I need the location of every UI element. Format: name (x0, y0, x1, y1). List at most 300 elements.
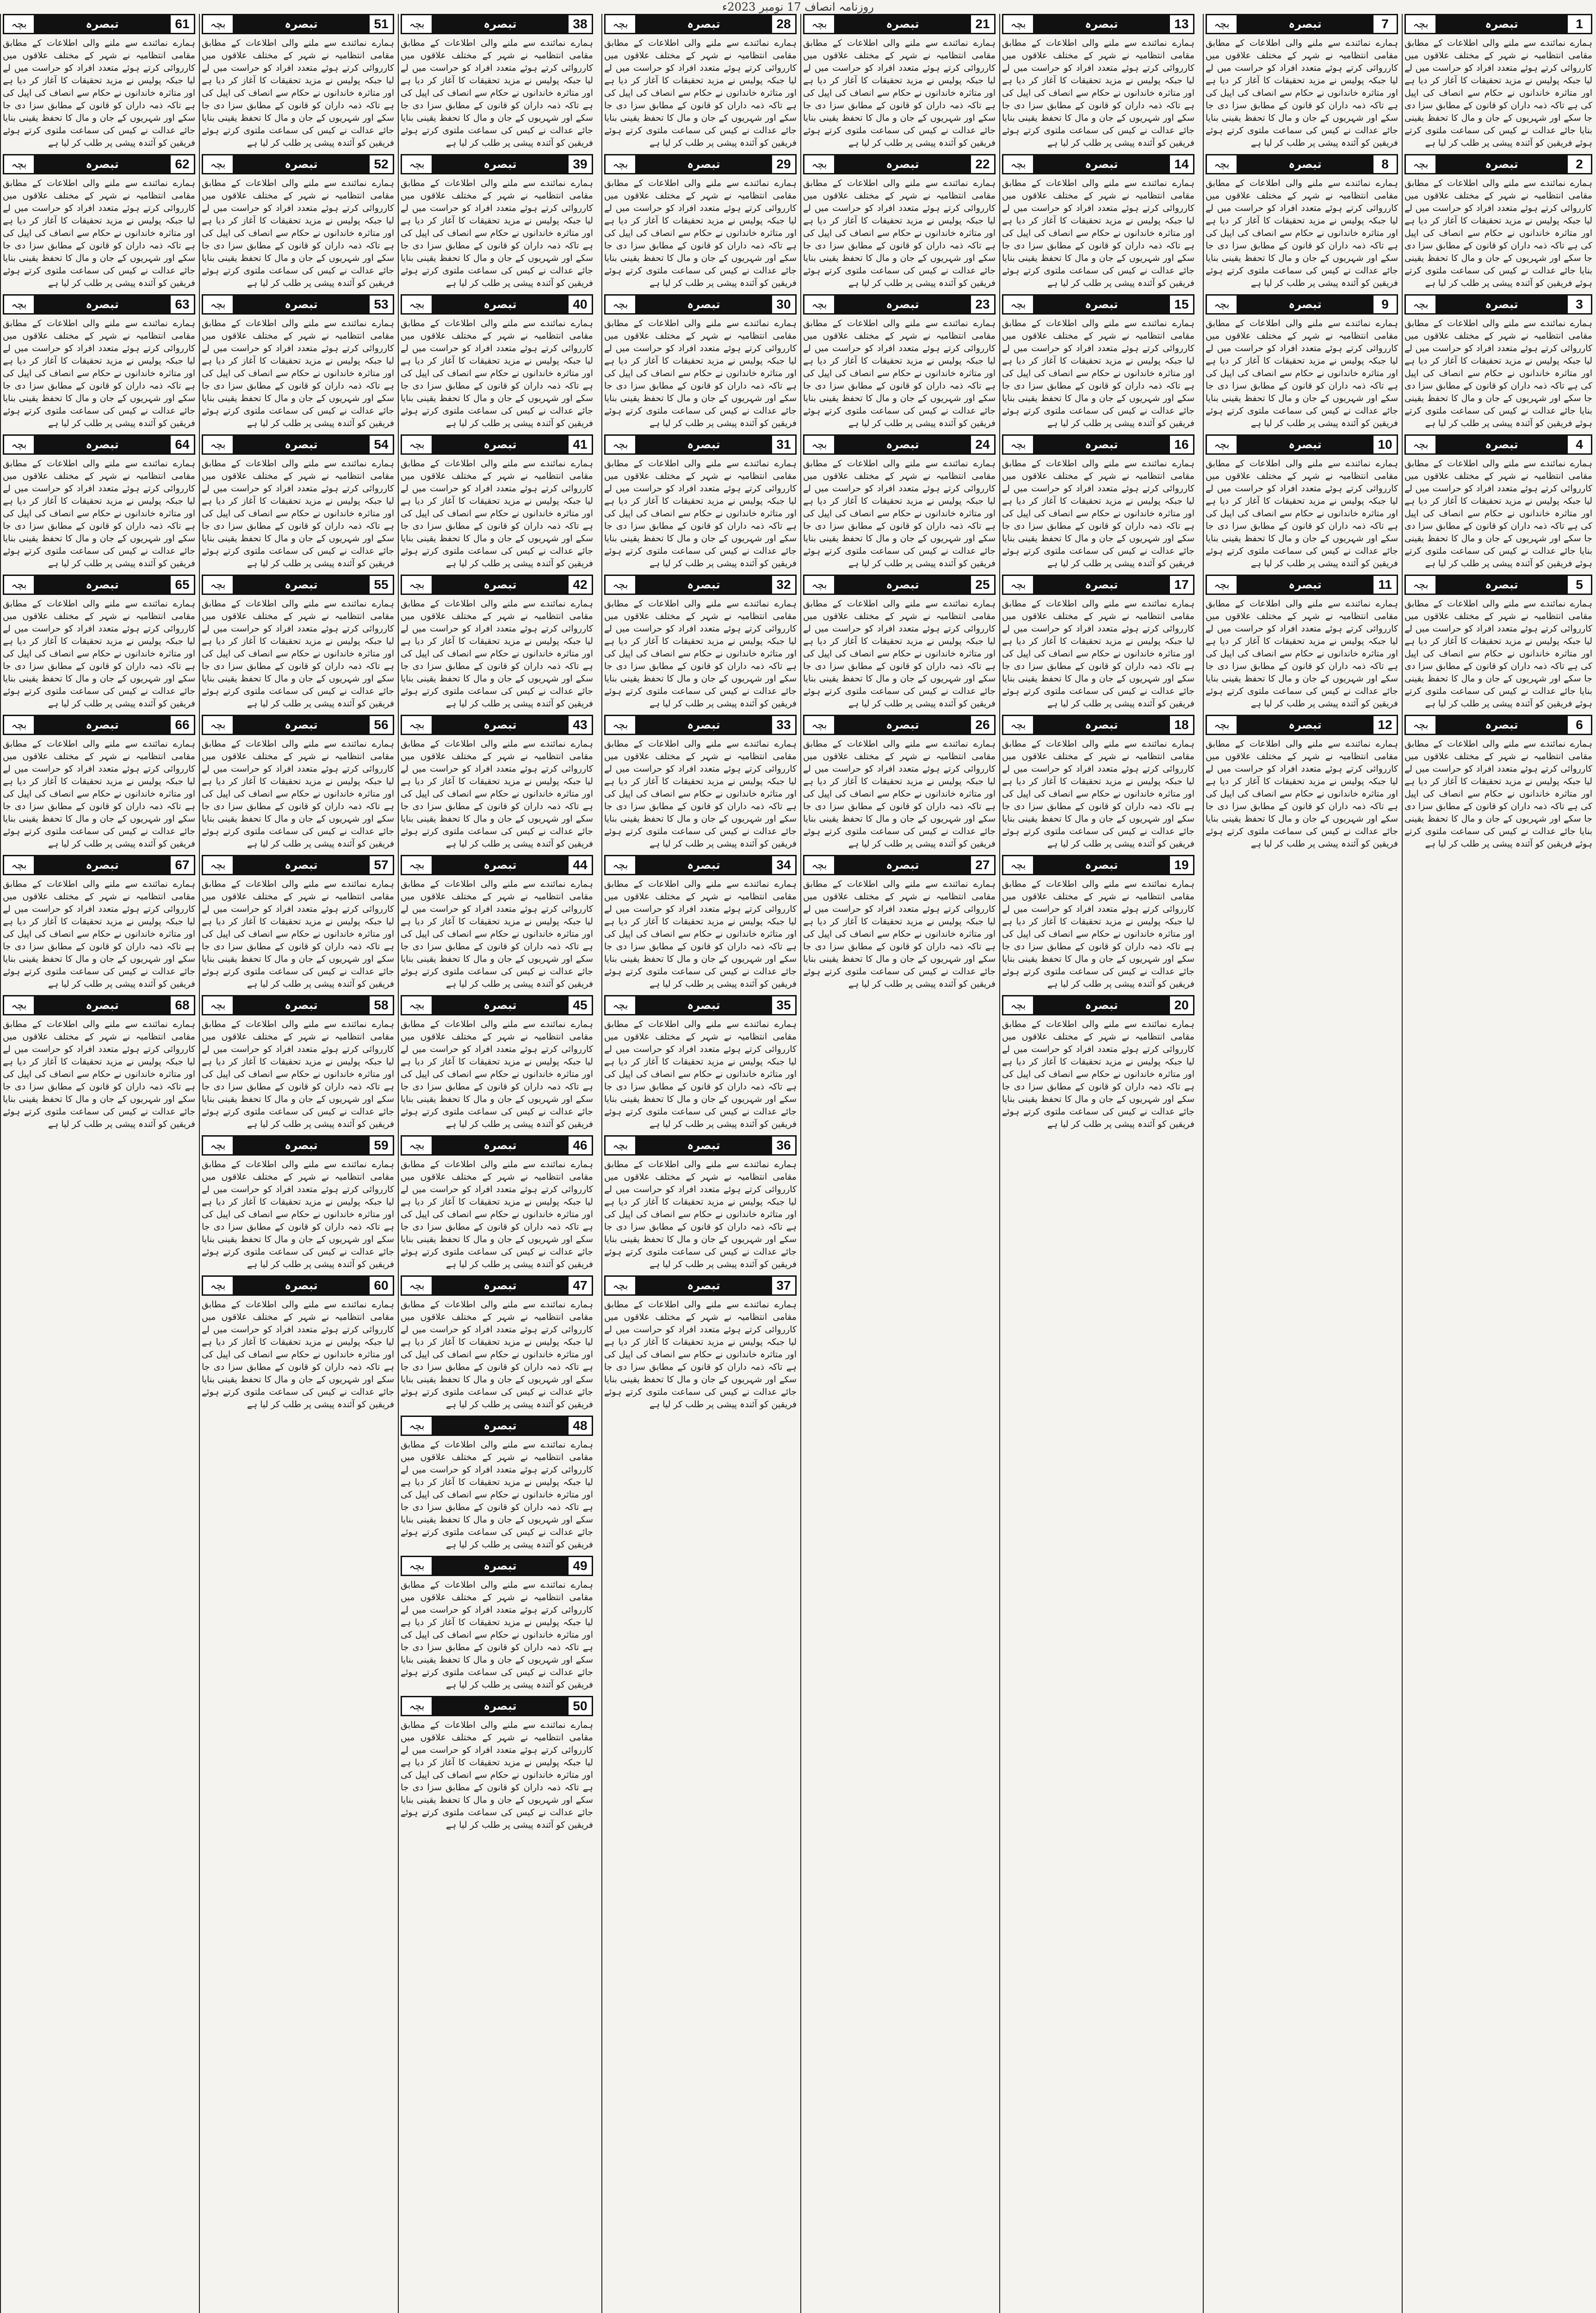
news-column (199, 14, 396, 2313)
news-item-number: 28 (772, 17, 795, 31)
news-item-tag: بچہ (203, 159, 233, 170)
news-item-text: ہمارے نمائندے سے ملنے والی اطلاعات کے مطابق مقامی انتظامیہ نے شہر کے مختلف علاقوں میں کارروائی کرتے ہوئے متعدد افراد کو حراست میں لے لیا جبکہ پولیس نے مزید تحقیقات کا آغاز کر دیا ہے اور متاثرہ خاندانوں نے حکام سے انصاف کی اپیل کی ہے تاکہ ذمہ داران کو قانون کے مطابق سزا دی جا سکے اور شہریوں کے جان و مال کا تحفظ یقینی بنایا جائے عدالت نے کیس کی سماعت ملتوی کرتے ہوئے فریقین کو آئندہ پیشی پر طلب کر لیا ہے (1002, 38, 1194, 148)
news-item-header (803, 434, 996, 455)
news-item-tag: بچہ (4, 579, 34, 591)
news-item-header (202, 14, 394, 34)
news-item-text: ہمارے نمائندے سے ملنے والی اطلاعات کے مطابق مقامی انتظامیہ نے شہر کے مختلف علاقوں میں کارروائی کرتے ہوئے متعدد افراد کو حراست میں لے لیا جبکہ پولیس نے مزید تحقیقات کا آغاز کر دیا ہے اور متاثرہ خاندانوں نے حکام سے انصاف کی اپیل کی ہے تاکہ ذمہ داران کو قانون کے مطابق سزا دی جا سکے اور شہریوں کے جان و مال کا تحفظ یقینی بنایا جائے عدالت نے کیس کی سماعت ملتوی کرتے ہوئے فریقین کو آئندہ پیشی پر طلب کر لیا ہے (202, 38, 394, 148)
news-item-tag: بچہ (1207, 299, 1237, 310)
news-item-number: 66 (171, 717, 194, 732)
news-item-tag: بچہ (1207, 719, 1237, 731)
news-item-header (1404, 14, 1592, 34)
news-item-tag: بچہ (203, 1140, 233, 1151)
news-item (202, 1135, 394, 1271)
news-item-number: 40 (569, 297, 592, 312)
news-item-text: ہمارے نمائندے سے ملنے والی اطلاعات کے مطابق مقامی انتظامیہ نے شہر کے مختلف علاقوں میں کارروائی کرتے ہوئے متعدد افراد کو حراست میں لے لیا جبکہ پولیس نے مزید تحقیقات کا آغاز کر دیا ہے اور متاثرہ خاندانوں نے حکام سے انصاف کی اپیل کی ہے تاکہ ذمہ داران کو قانون کے مطابق سزا دی جا سکے اور شہریوں کے جان و مال کا تحفظ یقینی بنایا جائے عدالت نے کیس کی سماعت ملتوی کرتے ہوئے فریقین کو آئندہ پیشی پر طلب کر لیا ہے (3, 739, 195, 849)
news-item-text: ہمارے نمائندے سے ملنے والی اطلاعات کے مطابق مقامی انتظامیہ نے شہر کے مختلف علاقوں میں کارروائی کرتے ہوئے متعدد افراد کو حراست میں لے لیا جبکہ پولیس نے مزید تحقیقات کا آغاز کر دیا ہے اور متاثرہ خاندانوں نے حکام سے انصاف کی اپیل کی ہے تاکہ ذمہ داران کو قانون کے مطابق سزا دی جا سکے اور شہریوں کے جان و مال کا تحفظ یقینی بنایا جائے عدالت نے کیس کی سماعت ملتوی کرتے ہوئے فریقین کو آئندہ پیشی پر طلب کر لیا ہے (803, 739, 996, 849)
news-item-label: تبصرہ (635, 996, 772, 1014)
news-item-tag: بچہ (1003, 579, 1033, 591)
news-item-number: 31 (772, 437, 795, 452)
news-item-tag: بچہ (606, 19, 635, 30)
news-item-label: تبصرہ (34, 716, 171, 734)
news-item-tag: بچہ (402, 1000, 432, 1011)
news-item-label: تبصرہ (834, 576, 971, 594)
news-item-number: 57 (370, 858, 393, 872)
news-item-text: ہمارے نمائندے سے ملنے والی اطلاعات کے مطابق مقامی انتظامیہ نے شہر کے مختلف علاقوں میں کارروائی کرتے ہوئے متعدد افراد کو حراست میں لے لیا جبکہ پولیس نے مزید تحقیقات کا آغاز کر دیا ہے اور متاثرہ خاندانوں نے حکام سے انصاف کی اپیل کی ہے تاکہ ذمہ داران کو قانون کے مطابق سزا دی جا سکے اور شہریوں کے جان و مال کا تحفظ یقینی بنایا جائے عدالت نے کیس کی سماعت ملتوی کرتے ہوئے فریقین کو آئندہ پیشی پر طلب کر لیا ہے (401, 38, 593, 148)
news-item-label: تبصرہ (1033, 716, 1170, 734)
news-item-tag: بچہ (1003, 19, 1033, 30)
news-item-header (1002, 575, 1194, 595)
news-item-tag: بچہ (1003, 159, 1033, 170)
news-item-header (3, 154, 195, 174)
news-item (604, 154, 797, 290)
news-item-header (401, 434, 593, 455)
news-item-tag: بچہ (1207, 159, 1237, 170)
news-item-header (401, 1275, 593, 1296)
news-item-text: ہمارے نمائندے سے ملنے والی اطلاعات کے مطابق مقامی انتظامیہ نے شہر کے مختلف علاقوں میں کارروائی کرتے ہوئے متعدد افراد کو حراست میں لے لیا جبکہ پولیس نے مزید تحقیقات کا آغاز کر دیا ہے اور متاثرہ خاندانوں نے حکام سے انصاف کی اپیل کی ہے تاکہ ذمہ داران کو قانون کے مطابق سزا دی جا سکے اور شہریوں کے جان و مال کا تحفظ یقینی بنایا جائے عدالت نے کیس کی سماعت ملتوی کرتے ہوئے فریقین کو آئندہ پیشی پر طلب کر لیا ہے (803, 458, 996, 569)
news-item-tag: بچہ (1003, 1000, 1033, 1011)
news-item (3, 294, 195, 430)
news-item-header (1404, 715, 1592, 735)
news-item-text: ہمارے نمائندے سے ملنے والی اطلاعات کے مطابق مقامی انتظامیہ نے شہر کے مختلف علاقوں میں کارروائی کرتے ہوئے متعدد افراد کو حراست میں لے لیا جبکہ پولیس نے مزید تحقیقات کا آغاز کر دیا ہے اور متاثرہ خاندانوں نے حکام سے انصاف کی اپیل کی ہے تاکہ ذمہ داران کو قانون کے مطابق سزا دی جا سکے اور شہریوں کے جان و مال کا تحفظ یقینی بنایا جائے عدالت نے کیس کی سماعت ملتوی کرتے ہوئے فریقین کو آئندہ پیشی پر طلب کر لیا ہے (401, 458, 593, 569)
news-item-label: تبصرہ (1435, 436, 1568, 453)
news-item-text: ہمارے نمائندے سے ملنے والی اطلاعات کے مطابق مقامی انتظامیہ نے شہر کے مختلف علاقوں میں کارروائی کرتے ہوئے متعدد افراد کو حراست میں لے لیا جبکہ پولیس نے مزید تحقیقات کا آغاز کر دیا ہے اور متاثرہ خاندانوں نے حکام سے انصاف کی اپیل کی ہے تاکہ ذمہ داران کو قانون کے مطابق سزا دی جا سکے اور شہریوں کے جان و مال کا تحفظ یقینی بنایا جائے عدالت نے کیس کی سماعت ملتوی کرتے ہوئے فریقین کو آئندہ پیشی پر طلب کر لیا ہے (604, 458, 797, 569)
news-item (803, 154, 996, 290)
news-item-label: تبصرہ (432, 155, 569, 173)
news-item-text: ہمارے نمائندے سے ملنے والی اطلاعات کے مطابق مقامی انتظامیہ نے شہر کے مختلف علاقوں میں کارروائی کرتے ہوئے متعدد افراد کو حراست میں لے لیا جبکہ پولیس نے مزید تحقیقات کا آغاز کر دیا ہے اور متاثرہ خاندانوں نے حکام سے انصاف کی اپیل کی ہے تاکہ ذمہ داران کو قانون کے مطابق سزا دی جا سکے اور شہریوں کے جان و مال کا تحفظ یقینی بنایا جائے عدالت نے کیس کی سماعت ملتوی کرتے ہوئے فریقین کو آئندہ پیشی پر طلب کر لیا ہے (1404, 178, 1592, 288)
news-item-text: ہمارے نمائندے سے ملنے والی اطلاعات کے مطابق مقامی انتظامیہ نے شہر کے مختلف علاقوں میں کارروائی کرتے ہوئے متعدد افراد کو حراست میں لے لیا جبکہ پولیس نے مزید تحقیقات کا آغاز کر دیا ہے اور متاثرہ خاندانوں نے حکام سے انصاف کی اپیل کی ہے تاکہ ذمہ داران کو قانون کے مطابق سزا دی جا سکے اور شہریوں کے جان و مال کا تحفظ یقینی بنایا جائے عدالت نے کیس کی سماعت ملتوی کرتے ہوئے فریقین کو آئندہ پیشی پر طلب کر لیا ہے (1002, 739, 1194, 849)
news-item-tag: بچہ (203, 439, 233, 451)
news-item-text: ہمارے نمائندے سے ملنے والی اطلاعات کے مطابق مقامی انتظامیہ نے شہر کے مختلف علاقوں میں کارروائی کرتے ہوئے متعدد افراد کو حراست میں لے لیا جبکہ پولیس نے مزید تحقیقات کا آغاز کر دیا ہے اور متاثرہ خاندانوں نے حکام سے انصاف کی اپیل کی ہے تاکہ ذمہ داران کو قانون کے مطابق سزا دی جا سکے اور شہریوں کے جان و مال کا تحفظ یقینی بنایا جائے عدالت نے کیس کی سماعت ملتوی کرتے ہوئے فریقین کو آئندہ پیشی پر طلب کر لیا ہے (803, 879, 996, 989)
news-item-header (3, 855, 195, 875)
news-item-tag: بچہ (203, 579, 233, 591)
news-column (999, 14, 1196, 2313)
news-item-tag: بچہ (1207, 19, 1237, 30)
news-item-header (1002, 154, 1194, 174)
news-columns (0, 14, 1596, 2313)
news-item-number: 23 (971, 297, 994, 312)
news-item-number: 48 (569, 1418, 592, 1433)
news-item-number: 14 (1170, 157, 1193, 172)
news-item-number: 2 (1568, 157, 1591, 172)
news-item-number: 18 (1170, 717, 1193, 732)
news-item-text: ہمارے نمائندے سے ملنے والی اطلاعات کے مطابق مقامی انتظامیہ نے شہر کے مختلف علاقوں میں کارروائی کرتے ہوئے متعدد افراد کو حراست میں لے لیا جبکہ پولیس نے مزید تحقیقات کا آغاز کر دیا ہے اور متاثرہ خاندانوں نے حکام سے انصاف کی اپیل کی ہے تاکہ ذمہ داران کو قانون کے مطابق سزا دی جا سکے اور شہریوں کے جان و مال کا تحفظ یقینی بنایا جائے عدالت نے کیس کی سماعت ملتوی کرتے ہوئے فریقین کو آئندہ پیشی پر طلب کر لیا ہے (1002, 879, 1194, 989)
news-item-text: ہمارے نمائندے سے ملنے والی اطلاعات کے مطابق مقامی انتظامیہ نے شہر کے مختلف علاقوں میں کارروائی کرتے ہوئے متعدد افراد کو حراست میں لے لیا جبکہ پولیس نے مزید تحقیقات کا آغاز کر دیا ہے اور متاثرہ خاندانوں نے حکام سے انصاف کی اپیل کی ہے تاکہ ذمہ داران کو قانون کے مطابق سزا دی جا سکے اور شہریوں کے جان و مال کا تحفظ یقینی بنایا جائے عدالت نے کیس کی سماعت ملتوی کرتے ہوئے فریقین کو آئندہ پیشی پر طلب کر لیا ہے (202, 879, 394, 989)
news-item-header (604, 1135, 797, 1156)
news-item (1206, 434, 1398, 570)
news-item-text: ہمارے نمائندے سے ملنے والی اطلاعات کے مطابق مقامی انتظامیہ نے شہر کے مختلف علاقوں میں کارروائی کرتے ہوئے متعدد افراد کو حراست میں لے لیا جبکہ پولیس نے مزید تحقیقات کا آغاز کر دیا ہے اور متاثرہ خاندانوں نے حکام سے انصاف کی اپیل کی ہے تاکہ ذمہ داران کو قانون کے مطابق سزا دی جا سکے اور شہریوں کے جان و مال کا تحفظ یقینی بنایا جائے عدالت نے کیس کی سماعت ملتوی کرتے ہوئے فریقین کو آئندہ پیشی پر طلب کر لیا ہے (3, 458, 195, 569)
news-item-label: تبصرہ (432, 1137, 569, 1154)
news-item-tag: بچہ (804, 19, 834, 30)
news-item-header (803, 715, 996, 735)
page-date-header: روزنامہ انصاف 17 نومبر 2023ء (722, 0, 874, 13)
news-item-label: تبصرہ (432, 1277, 569, 1294)
news-item-tag: بچہ (606, 1000, 635, 1011)
news-item-number: 68 (171, 998, 194, 1013)
news-item-header (1404, 294, 1592, 315)
news-item-tag: بچہ (606, 719, 635, 731)
news-item (202, 434, 394, 570)
news-item-number: 52 (370, 157, 393, 172)
news-item (401, 294, 593, 430)
news-item (604, 1135, 797, 1271)
news-item-label: تبصرہ (834, 296, 971, 313)
news-item-number: 34 (772, 858, 795, 872)
news-item-text: ہمارے نمائندے سے ملنے والی اطلاعات کے مطابق مقامی انتظامیہ نے شہر کے مختلف علاقوں میں کارروائی کرتے ہوئے متعدد افراد کو حراست میں لے لیا جبکہ پولیس نے مزید تحقیقات کا آغاز کر دیا ہے اور متاثرہ خاندانوں نے حکام سے انصاف کی اپیل کی ہے تاکہ ذمہ داران کو قانون کے مطابق سزا دی جا سکے اور شہریوں کے جان و مال کا تحفظ یقینی بنایا جائے عدالت نے کیس کی سماعت ملتوی کرتے ہوئے فریقین کو آئندہ پیشی پر طلب کر لیا ہے (1206, 38, 1398, 148)
news-item (803, 14, 996, 149)
news-item-text: ہمارے نمائندے سے ملنے والی اطلاعات کے مطابق مقامی انتظامیہ نے شہر کے مختلف علاقوں میں کارروائی کرتے ہوئے متعدد افراد کو حراست میں لے لیا جبکہ پولیس نے مزید تحقیقات کا آغاز کر دیا ہے اور متاثرہ خاندانوں نے حکام سے انصاف کی اپیل کی ہے تاکہ ذمہ داران کو قانون کے مطابق سزا دی جا سکے اور شہریوں کے جان و مال کا تحفظ یقینی بنایا جائے عدالت نے کیس کی سماعت ملتوی کرتے ہوئے فریقین کو آئندہ پیشی پر طلب کر لیا ہے (1002, 178, 1194, 288)
news-item-label: تبصرہ (1033, 436, 1170, 453)
news-item-number: 12 (1373, 717, 1397, 732)
news-item-header (803, 14, 996, 34)
news-item-label: تبصرہ (635, 436, 772, 453)
news-item-number: 30 (772, 297, 795, 312)
news-item-label: تبصرہ (635, 155, 772, 173)
news-item-label: تبصرہ (34, 856, 171, 874)
news-item-tag: بچہ (804, 579, 834, 591)
news-item (401, 1135, 593, 1271)
news-item-header (803, 154, 996, 174)
news-item-header (401, 1696, 593, 1716)
news-item-number: 32 (772, 577, 795, 592)
news-item-number: 61 (171, 17, 194, 31)
news-item-tag: بچہ (402, 860, 432, 871)
news-item-text: ہمارے نمائندے سے ملنے والی اطلاعات کے مطابق مقامی انتظامیہ نے شہر کے مختلف علاقوں میں کارروائی کرتے ہوئے متعدد افراد کو حراست میں لے لیا جبکہ پولیس نے مزید تحقیقات کا آغاز کر دیا ہے اور متاثرہ خاندانوں نے حکام سے انصاف کی اپیل کی ہے تاکہ ذمہ داران کو قانون کے مطابق سزا دی جا سکے اور شہریوں کے جان و مال کا تحفظ یقینی بنایا جائے عدالت نے کیس کی سماعت ملتوی کرتے ہوئے فریقین کو آئندہ پیشی پر طلب کر لیا ہے (3, 1019, 195, 1129)
news-item (604, 715, 797, 850)
news-item-header (202, 715, 394, 735)
news-item-header (803, 294, 996, 315)
news-item-header (1002, 855, 1194, 875)
news-item-header (3, 995, 195, 1015)
news-item-text: ہمارے نمائندے سے ملنے والی اطلاعات کے مطابق مقامی انتظامیہ نے شہر کے مختلف علاقوں میں کارروائی کرتے ہوئے متعدد افراد کو حراست میں لے لیا جبکہ پولیس نے مزید تحقیقات کا آغاز کر دیا ہے اور متاثرہ خاندانوں نے حکام سے انصاف کی اپیل کی ہے تاکہ ذمہ داران کو قانون کے مطابق سزا دی جا سکے اور شہریوں کے جان و مال کا تحفظ یقینی بنایا جائے عدالت نے کیس کی سماعت ملتوی کرتے ہوئے فریقین کو آئندہ پیشی پر طلب کر لیا ہے (401, 599, 593, 709)
news-item-header (604, 715, 797, 735)
news-item-header (803, 575, 996, 595)
news-item-text: ہمارے نمائندے سے ملنے والی اطلاعات کے مطابق مقامی انتظامیہ نے شہر کے مختلف علاقوں میں کارروائی کرتے ہوئے متعدد افراد کو حراست میں لے لیا جبکہ پولیس نے مزید تحقیقات کا آغاز کر دیا ہے اور متاثرہ خاندانوں نے حکام سے انصاف کی اپیل کی ہے تاکہ ذمہ داران کو قانون کے مطابق سزا دی جا سکے اور شہریوں کے جان و مال کا تحفظ یقینی بنایا جائے عدالت نے کیس کی سماعت ملتوی کرتے ہوئے فریقین کو آئندہ پیشی پر طلب کر لیا ہے (401, 1580, 593, 1690)
news-item (3, 154, 195, 290)
news-item-header (1404, 154, 1592, 174)
news-column (1203, 14, 1400, 2313)
news-column (1402, 14, 1594, 2313)
news-item (401, 855, 593, 990)
news-item (401, 14, 593, 149)
news-item-number: 4 (1568, 437, 1591, 452)
news-item-number: 59 (370, 1138, 393, 1153)
news-item-label: تبصرہ (635, 296, 772, 313)
news-item-tag: بچہ (402, 19, 432, 30)
news-item-header (401, 154, 593, 174)
news-item-text: ہمارے نمائندے سے ملنے والی اطلاعات کے مطابق مقامی انتظامیہ نے شہر کے مختلف علاقوں میں کارروائی کرتے ہوئے متعدد افراد کو حراست میں لے لیا جبکہ پولیس نے مزید تحقیقات کا آغاز کر دیا ہے اور متاثرہ خاندانوں نے حکام سے انصاف کی اپیل کی ہے تاکہ ذمہ داران کو قانون کے مطابق سزا دی جا سکے اور شہریوں کے جان و مال کا تحفظ یقینی بنایا جائے عدالت نے کیس کی سماعت ملتوی کرتے ہوئے فریقین کو آئندہ پیشی پر طلب کر لیا ہے (401, 318, 593, 428)
news-item-tag: بچہ (402, 1280, 432, 1292)
news-item (401, 995, 593, 1131)
news-item-tag: بچہ (1003, 439, 1033, 451)
news-item-tag: بچہ (606, 1140, 635, 1151)
news-item-label: تبصرہ (233, 15, 370, 33)
news-item (1206, 294, 1398, 430)
news-item-number: 55 (370, 577, 393, 592)
news-item-number: 65 (171, 577, 194, 592)
news-item-label: تبصرہ (834, 15, 971, 33)
news-item-header (202, 995, 394, 1015)
news-item-label: تبصرہ (1033, 296, 1170, 313)
news-item-tag: بچہ (1003, 860, 1033, 871)
news-item-number: 64 (171, 437, 194, 452)
news-column (800, 14, 997, 2313)
news-item-header (3, 575, 195, 595)
news-item-tag: بچہ (1406, 19, 1435, 30)
news-item (604, 294, 797, 430)
news-item-tag: بچہ (1003, 719, 1033, 731)
news-item-header (202, 855, 394, 875)
news-item-header (604, 294, 797, 315)
news-item-header (604, 154, 797, 174)
news-item (803, 575, 996, 710)
news-item-label: تبصرہ (233, 1277, 370, 1294)
news-item-tag: بچہ (402, 439, 432, 451)
news-item-text: ہمارے نمائندے سے ملنے والی اطلاعات کے مطابق مقامی انتظامیہ نے شہر کے مختلف علاقوں میں کارروائی کرتے ہوئے متعدد افراد کو حراست میں لے لیا جبکہ پولیس نے مزید تحقیقات کا آغاز کر دیا ہے اور متاثرہ خاندانوں نے حکام سے انصاف کی اپیل کی ہے تاکہ ذمہ داران کو قانون کے مطابق سزا دی جا سکے اور شہریوں کے جان و مال کا تحفظ یقینی بنایا جائے عدالت نے کیس کی سماعت ملتوی کرتے ہوئے فریقین کو آئندہ پیشی پر طلب کر لیا ہے (1002, 1019, 1194, 1129)
news-item-label: تبصرہ (233, 296, 370, 313)
news-item (401, 154, 593, 290)
news-item-text: ہمارے نمائندے سے ملنے والی اطلاعات کے مطابق مقامی انتظامیہ نے شہر کے مختلف علاقوں میں کارروائی کرتے ہوئے متعدد افراد کو حراست میں لے لیا جبکہ پولیس نے مزید تحقیقات کا آغاز کر دیا ہے اور متاثرہ خاندانوں نے حکام سے انصاف کی اپیل کی ہے تاکہ ذمہ داران کو قانون کے مطابق سزا دی جا سکے اور شہریوں کے جان و مال کا تحفظ یقینی بنایا جائے عدالت نے کیس کی سماعت ملتوی کرتے ہوئے فریقین کو آئندہ پیشی پر طلب کر لیا ہے (604, 38, 797, 148)
news-item-label: تبصرہ (233, 856, 370, 874)
news-item-text: ہمارے نمائندے سے ملنے والی اطلاعات کے مطابق مقامی انتظامیہ نے شہر کے مختلف علاقوں میں کارروائی کرتے ہوئے متعدد افراد کو حراست میں لے لیا جبکہ پولیس نے مزید تحقیقات کا آغاز کر دیا ہے اور متاثرہ خاندانوں نے حکام سے انصاف کی اپیل کی ہے تاکہ ذمہ داران کو قانون کے مطابق سزا دی جا سکے اور شہریوں کے جان و مال کا تحفظ یقینی بنایا جائے عدالت نے کیس کی سماعت ملتوی کرتے ہوئے فریقین کو آئندہ پیشی پر طلب کر لیا ہے (3, 879, 195, 989)
news-item (1002, 715, 1194, 850)
news-item (803, 715, 996, 850)
news-item (1002, 855, 1194, 990)
news-item-number: 53 (370, 297, 393, 312)
news-item-tag: بچہ (1207, 439, 1237, 451)
news-item-tag: بچہ (804, 439, 834, 451)
news-item (401, 1556, 593, 1691)
news-item-header (604, 434, 797, 455)
news-item-number: 15 (1170, 297, 1193, 312)
news-item-number: 22 (971, 157, 994, 172)
news-item-label: تبصرہ (834, 155, 971, 173)
news-item-label: تبصرہ (34, 576, 171, 594)
news-item-label: تبصرہ (233, 1137, 370, 1154)
news-item-header (1206, 154, 1398, 174)
news-item-text: ہمارے نمائندے سے ملنے والی اطلاعات کے مطابق مقامی انتظامیہ نے شہر کے مختلف علاقوں میں کارروائی کرتے ہوئے متعدد افراد کو حراست میں لے لیا جبکہ پولیس نے مزید تحقیقات کا آغاز کر دیا ہے اور متاثرہ خاندانوں نے حکام سے انصاف کی اپیل کی ہے تاکہ ذمہ داران کو قانون کے مطابق سزا دی جا سکے اور شہریوں کے جان و مال کا تحفظ یقینی بنایا جائے عدالت نے کیس کی سماعت ملتوی کرتے ہوئے فریقین کو آئندہ پیشی پر طلب کر لیا ہے (803, 178, 996, 288)
news-item-header (1002, 434, 1194, 455)
news-item-text: ہمارے نمائندے سے ملنے والی اطلاعات کے مطابق مقامی انتظامیہ نے شہر کے مختلف علاقوں میں کارروائی کرتے ہوئے متعدد افراد کو حراست میں لے لیا جبکہ پولیس نے مزید تحقیقات کا آغاز کر دیا ہے اور متاثرہ خاندانوں نے حکام سے انصاف کی اپیل کی ہے تاکہ ذمہ داران کو قانون کے مطابق سزا دی جا سکے اور شہریوں کے جان و مال کا تحفظ یقینی بنایا جائے عدالت نے کیس کی سماعت ملتوی کرتے ہوئے فریقین کو آئندہ پیشی پر طلب کر لیا ہے (3, 318, 195, 428)
news-item (604, 14, 797, 149)
news-item-number: 29 (772, 157, 795, 172)
news-item-text: ہمارے نمائندے سے ملنے والی اطلاعات کے مطابق مقامی انتظامیہ نے شہر کے مختلف علاقوں میں کارروائی کرتے ہوئے متعدد افراد کو حراست میں لے لیا جبکہ پولیس نے مزید تحقیقات کا آغاز کر دیا ہے اور متاثرہ خاندانوں نے حکام سے انصاف کی اپیل کی ہے تاکہ ذمہ داران کو قانون کے مطابق سزا دی جا سکے اور شہریوں کے جان و مال کا تحفظ یقینی بنایا جائے عدالت نے کیس کی سماعت ملتوی کرتے ہوئے فریقین کو آئندہ پیشی پر طلب کر لیا ہے (401, 1440, 593, 1550)
news-item-number: 63 (171, 297, 194, 312)
news-item-text: ہمارے نمائندے سے ملنے والی اطلاعات کے مطابق مقامی انتظامیہ نے شہر کے مختلف علاقوں میں کارروائی کرتے ہوئے متعدد افراد کو حراست میں لے لیا جبکہ پولیس نے مزید تحقیقات کا آغاز کر دیا ہے اور متاثرہ خاندانوں نے حکام سے انصاف کی اپیل کی ہے تاکہ ذمہ داران کو قانون کے مطابق سزا دی جا سکے اور شہریوں کے جان و مال کا تحفظ یقینی بنایا جائے عدالت نے کیس کی سماعت ملتوی کرتے ہوئے فریقین کو آئندہ پیشی پر طلب کر لیا ہے (1404, 38, 1592, 148)
news-item-header (604, 855, 797, 875)
news-item-header (401, 575, 593, 595)
news-item-header (3, 294, 195, 315)
news-item-label: تبصرہ (432, 1697, 569, 1715)
news-item-number: 37 (772, 1278, 795, 1293)
news-item-label: تبصرہ (1435, 15, 1568, 33)
news-item-text: ہمارے نمائندے سے ملنے والی اطلاعات کے مطابق مقامی انتظامیہ نے شہر کے مختلف علاقوں میں کارروائی کرتے ہوئے متعدد افراد کو حراست میں لے لیا جبکہ پولیس نے مزید تحقیقات کا آغاز کر دیا ہے اور متاثرہ خاندانوں نے حکام سے انصاف کی اپیل کی ہے تاکہ ذمہ داران کو قانون کے مطابق سزا دی جا سکے اور شہریوں کے جان و مال کا تحفظ یقینی بنایا جائے عدالت نے کیس کی سماعت ملتوی کرتے ہوئے فریقین کو آئندہ پیشی پر طلب کر لیا ہے (1206, 739, 1398, 849)
news-item-header (202, 1135, 394, 1156)
news-item-header (401, 1556, 593, 1576)
news-item-header (401, 715, 593, 735)
news-item-header (1404, 575, 1592, 595)
news-item (202, 855, 394, 990)
news-column (398, 14, 595, 2313)
news-item-header (604, 995, 797, 1015)
news-item (401, 715, 593, 850)
news-item-number: 9 (1373, 297, 1397, 312)
news-item-header (202, 294, 394, 315)
news-item-header (1002, 715, 1194, 735)
news-item-text: ہمارے نمائندے سے ملنے والی اطلاعات کے مطابق مقامی انتظامیہ نے شہر کے مختلف علاقوں میں کارروائی کرتے ہوئے متعدد افراد کو حراست میں لے لیا جبکہ پولیس نے مزید تحقیقات کا آغاز کر دیا ہے اور متاثرہ خاندانوں نے حکام سے انصاف کی اپیل کی ہے تاکہ ذمہ داران کو قانون کے مطابق سزا دی جا سکے اور شہریوں کے جان و مال کا تحفظ یقینی بنایا جائے عدالت نے کیس کی سماعت ملتوی کرتے ہوئے فریقین کو آئندہ پیشی پر طلب کر لیا ہے (604, 318, 797, 428)
news-item-header (1206, 14, 1398, 34)
news-item-text: ہمارے نمائندے سے ملنے والی اطلاعات کے مطابق مقامی انتظامیہ نے شہر کے مختلف علاقوں میں کارروائی کرتے ہوئے متعدد افراد کو حراست میں لے لیا جبکہ پولیس نے مزید تحقیقات کا آغاز کر دیا ہے اور متاثرہ خاندانوں نے حکام سے انصاف کی اپیل کی ہے تاکہ ذمہ داران کو قانون کے مطابق سزا دی جا سکے اور شہریوں کے جان و مال کا تحفظ یقینی بنایا جائے عدالت نے کیس کی سماعت ملتوی کرتے ہوئے فریقین کو آئندہ پیشی پر طلب کر لیا ہے (202, 318, 394, 428)
news-item (202, 575, 394, 710)
news-item-header (401, 294, 593, 315)
news-item-label: تبصرہ (1237, 296, 1373, 313)
news-item (1206, 154, 1398, 290)
news-item-tag: بچہ (203, 1280, 233, 1292)
news-item-header (604, 1275, 797, 1296)
news-item-header (401, 1416, 593, 1436)
news-item-label: تبصرہ (432, 996, 569, 1014)
news-item-number: 17 (1170, 577, 1193, 592)
news-item-text: ہمارے نمائندے سے ملنے والی اطلاعات کے مطابق مقامی انتظامیہ نے شہر کے مختلف علاقوں میں کارروائی کرتے ہوئے متعدد افراد کو حراست میں لے لیا جبکہ پولیس نے مزید تحقیقات کا آغاز کر دیا ہے اور متاثرہ خاندانوں نے حکام سے انصاف کی اپیل کی ہے تاکہ ذمہ داران کو قانون کے مطابق سزا دی جا سکے اور شہریوں کے جان و مال کا تحفظ یقینی بنایا جائے عدالت نے کیس کی سماعت ملتوی کرتے ہوئے فریقین کو آئندہ پیشی پر طلب کر لیا ہے (3, 599, 195, 709)
news-item-header (1404, 434, 1592, 455)
news-item-tag: بچہ (402, 1701, 432, 1712)
news-item-label: تبصرہ (34, 296, 171, 313)
news-item (1404, 154, 1592, 290)
news-item-label: تبصرہ (1435, 576, 1568, 594)
news-item (202, 995, 394, 1131)
news-item (202, 14, 394, 149)
news-item-number: 50 (569, 1699, 592, 1713)
news-item (1002, 434, 1194, 570)
news-item-tag: بچہ (203, 1000, 233, 1011)
news-item-label: تبصرہ (432, 576, 569, 594)
news-item (803, 434, 996, 570)
news-item-header (401, 1135, 593, 1156)
news-item-text: ہمارے نمائندے سے ملنے والی اطلاعات کے مطابق مقامی انتظامیہ نے شہر کے مختلف علاقوں میں کارروائی کرتے ہوئے متعدد افراد کو حراست میں لے لیا جبکہ پولیس نے مزید تحقیقات کا آغاز کر دیا ہے اور متاثرہ خاندانوں نے حکام سے انصاف کی اپیل کی ہے تاکہ ذمہ داران کو قانون کے مطابق سزا دی جا سکے اور شہریوں کے جان و مال کا تحفظ یقینی بنایا جائے عدالت نے کیس کی سماعت ملتوی کرتے ہوئے فریقین کو آئندہ پیشی پر طلب کر لیا ہے (803, 318, 996, 428)
news-item (803, 294, 996, 430)
news-item (1206, 575, 1398, 710)
news-item-label: تبصرہ (34, 15, 171, 33)
news-item-number: 24 (971, 437, 994, 452)
news-item-text: ہمارے نمائندے سے ملنے والی اطلاعات کے مطابق مقامی انتظامیہ نے شہر کے مختلف علاقوں میں کارروائی کرتے ہوئے متعدد افراد کو حراست میں لے لیا جبکہ پولیس نے مزید تحقیقات کا آغاز کر دیا ہے اور متاثرہ خاندانوں نے حکام سے انصاف کی اپیل کی ہے تاکہ ذمہ داران کو قانون کے مطابق سزا دی جا سکے اور شہریوں کے جان و مال کا تحفظ یقینی بنایا جائے عدالت نے کیس کی سماعت ملتوی کرتے ہوئے فریقین کو آئندہ پیشی پر طلب کر لیا ہے (401, 1720, 593, 1830)
news-item-header (1002, 14, 1194, 34)
news-item-tag: بچہ (402, 1420, 432, 1432)
news-item-header (401, 995, 593, 1015)
news-item (1404, 294, 1592, 430)
news-item-number: 20 (1170, 998, 1193, 1013)
news-item-label: تبصرہ (635, 1137, 772, 1154)
news-item-number: 56 (370, 717, 393, 732)
news-item-label: تبصرہ (635, 716, 772, 734)
news-item-label: تبصرہ (1033, 155, 1170, 173)
news-item-text: ہمارے نمائندے سے ملنے والی اطلاعات کے مطابق مقامی انتظامیہ نے شہر کے مختلف علاقوں میں کارروائی کرتے ہوئے متعدد افراد کو حراست میں لے لیا جبکہ پولیس نے مزید تحقیقات کا آغاز کر دیا ہے اور متاثرہ خاندانوں نے حکام سے انصاف کی اپیل کی ہے تاکہ ذمہ داران کو قانون کے مطابق سزا دی جا سکے اور شہریوں کے جان و مال کا تحفظ یقینی بنایا جائے عدالت نے کیس کی سماعت ملتوی کرتے ہوئے فریقین کو آئندہ پیشی پر طلب کر لیا ہے (1002, 458, 1194, 569)
news-item-text: ہمارے نمائندے سے ملنے والی اطلاعات کے مطابق مقامی انتظامیہ نے شہر کے مختلف علاقوں میں کارروائی کرتے ہوئے متعدد افراد کو حراست میں لے لیا جبکہ پولیس نے مزید تحقیقات کا آغاز کر دیا ہے اور متاثرہ خاندانوں نے حکام سے انصاف کی اپیل کی ہے تاکہ ذمہ داران کو قانون کے مطابق سزا دی جا سکے اور شہریوں کے جان و مال کا تحفظ یقینی بنایا جائے عدالت نے کیس کی سماعت ملتوی کرتے ہوئے فریقین کو آئندہ پیشی پر طلب کر لیا ہے (604, 1299, 797, 1410)
news-item (3, 434, 195, 570)
news-item-label: تبصرہ (1237, 155, 1373, 173)
news-item-label: تبصرہ (635, 576, 772, 594)
news-item-label: تبصرہ (1033, 576, 1170, 594)
news-item-number: 49 (569, 1558, 592, 1573)
news-item-tag: بچہ (203, 719, 233, 731)
news-item-label: تبصرہ (834, 856, 971, 874)
news-item-text: ہمارے نمائندے سے ملنے والی اطلاعات کے مطابق مقامی انتظامیہ نے شہر کے مختلف علاقوں میں کارروائی کرتے ہوئے متعدد افراد کو حراست میں لے لیا جبکہ پولیس نے مزید تحقیقات کا آغاز کر دیا ہے اور متاثرہ خاندانوں نے حکام سے انصاف کی اپیل کی ہے تاکہ ذمہ داران کو قانون کے مطابق سزا دی جا سکے اور شہریوں کے جان و مال کا تحفظ یقینی بنایا جائے عدالت نے کیس کی سماعت ملتوی کرتے ہوئے فریقین کو آئندہ پیشی پر طلب کر لیا ہے (401, 739, 593, 849)
news-item-text: ہمارے نمائندے سے ملنے والی اطلاعات کے مطابق مقامی انتظامیہ نے شہر کے مختلف علاقوں میں کارروائی کرتے ہوئے متعدد افراد کو حراست میں لے لیا جبکہ پولیس نے مزید تحقیقات کا آغاز کر دیا ہے اور متاثرہ خاندانوں نے حکام سے انصاف کی اپیل کی ہے تاکہ ذمہ داران کو قانون کے مطابق سزا دی جا سکے اور شہریوں کے جان و مال کا تحفظ یقینی بنایا جائے عدالت نے کیس کی سماعت ملتوی کرتے ہوئے فریقین کو آئندہ پیشی پر طلب کر لیا ہے (202, 599, 394, 709)
news-item-text: ہمارے نمائندے سے ملنے والی اطلاعات کے مطابق مقامی انتظامیہ نے شہر کے مختلف علاقوں میں کارروائی کرتے ہوئے متعدد افراد کو حراست میں لے لیا جبکہ پولیس نے مزید تحقیقات کا آغاز کر دیا ہے اور متاثرہ خاندانوں نے حکام سے انصاف کی اپیل کی ہے تاکہ ذمہ داران کو قانون کے مطابق سزا دی جا سکے اور شہریوں کے جان و مال کا تحفظ یقینی بنایا جائے عدالت نے کیس کی سماعت ملتوی کرتے ہوئے فریقین کو آئندہ پیشی پر طلب کر لیا ہے (3, 178, 195, 288)
news-item (604, 995, 797, 1131)
news-item-header (202, 434, 394, 455)
news-item-tag: بچہ (4, 719, 34, 731)
news-item-label: تبصرہ (834, 436, 971, 453)
news-item-number: 3 (1568, 297, 1591, 312)
news-item-tag: بچہ (804, 299, 834, 310)
news-item-text: ہمارے نمائندے سے ملنے والی اطلاعات کے مطابق مقامی انتظامیہ نے شہر کے مختلف علاقوں میں کارروائی کرتے ہوئے متعدد افراد کو حراست میں لے لیا جبکہ پولیس نے مزید تحقیقات کا آغاز کر دیا ہے اور متاثرہ خاندانوں نے حکام سے انصاف کی اپیل کی ہے تاکہ ذمہ داران کو قانون کے مطابق سزا دی جا سکے اور شہریوں کے جان و مال کا تحفظ یقینی بنایا جائے عدالت نے کیس کی سماعت ملتوی کرتے ہوئے فریقین کو آئندہ پیشی پر طلب کر لیا ہے (803, 599, 996, 709)
news-item-text: ہمارے نمائندے سے ملنے والی اطلاعات کے مطابق مقامی انتظامیہ نے شہر کے مختلف علاقوں میں کارروائی کرتے ہوئے متعدد افراد کو حراست میں لے لیا جبکہ پولیس نے مزید تحقیقات کا آغاز کر دیا ہے اور متاثرہ خاندانوں نے حکام سے انصاف کی اپیل کی ہے تاکہ ذمہ داران کو قانون کے مطابق سزا دی جا سکے اور شہریوں کے جان و مال کا تحفظ یقینی بنایا جائے عدالت نے کیس کی سماعت ملتوی کرتے ہوئے فریقین کو آئندہ پیشی پر طلب کر لیا ہے (1404, 458, 1592, 569)
news-item-label: تبصرہ (1237, 576, 1373, 594)
news-item-number: 62 (171, 157, 194, 172)
news-item-number: 45 (569, 998, 592, 1013)
news-item-number: 1 (1568, 17, 1591, 31)
news-item-label: تبصرہ (1033, 856, 1170, 874)
news-item-text: ہمارے نمائندے سے ملنے والی اطلاعات کے مطابق مقامی انتظامیہ نے شہر کے مختلف علاقوں میں کارروائی کرتے ہوئے متعدد افراد کو حراست میں لے لیا جبکہ پولیس نے مزید تحقیقات کا آغاز کر دیا ہے اور متاثرہ خاندانوں نے حکام سے انصاف کی اپیل کی ہے تاکہ ذمہ داران کو قانون کے مطابق سزا دی جا سکے اور شہریوں کے جان و مال کا تحفظ یقینی بنایا جائے عدالت نے کیس کی سماعت ملتوی کرتے ہوئے فریقین کو آئندہ پیشی پر طلب کر لیا ہے (1206, 599, 1398, 709)
news-item-text: ہمارے نمائندے سے ملنے والی اطلاعات کے مطابق مقامی انتظامیہ نے شہر کے مختلف علاقوں میں کارروائی کرتے ہوئے متعدد افراد کو حراست میں لے لیا جبکہ پولیس نے مزید تحقیقات کا آغاز کر دیا ہے اور متاثرہ خاندانوں نے حکام سے انصاف کی اپیل کی ہے تاکہ ذمہ داران کو قانون کے مطابق سزا دی جا سکے اور شہریوں کے جان و مال کا تحفظ یقینی بنایا جائے عدالت نے کیس کی سماعت ملتوی کرتے ہوئے فریقین کو آئندہ پیشی پر طلب کر لیا ہے (202, 178, 394, 288)
news-item-number: 26 (971, 717, 994, 732)
news-item-text: ہمارے نمائندے سے ملنے والی اطلاعات کے مطابق مقامی انتظامیہ نے شہر کے مختلف علاقوں میں کارروائی کرتے ہوئے متعدد افراد کو حراست میں لے لیا جبکہ پولیس نے مزید تحقیقات کا آغاز کر دیا ہے اور متاثرہ خاندانوں نے حکام سے انصاف کی اپیل کی ہے تاکہ ذمہ داران کو قانون کے مطابق سزا دی جا سکے اور شہریوں کے جان و مال کا تحفظ یقینی بنایا جائے عدالت نے کیس کی سماعت ملتوی کرتے ہوئے فریقین کو آئندہ پیشی پر طلب کر لیا ہے (401, 178, 593, 288)
news-item-text: ہمارے نمائندے سے ملنے والی اطلاعات کے مطابق مقامی انتظامیہ نے شہر کے مختلف علاقوں میں کارروائی کرتے ہوئے متعدد افراد کو حراست میں لے لیا جبکہ پولیس نے مزید تحقیقات کا آغاز کر دیا ہے اور متاثرہ خاندانوں نے حکام سے انصاف کی اپیل کی ہے تاکہ ذمہ داران کو قانون کے مطابق سزا دی جا سکے اور شہریوں کے جان و مال کا تحفظ یقینی بنایا جائے عدالت نے کیس کی سماعت ملتوی کرتے ہوئے فریقین کو آئندہ پیشی پر طلب کر لیا ہے (604, 1159, 797, 1269)
news-item-number: 6 (1568, 717, 1591, 732)
news-item-header (604, 14, 797, 34)
news-item-number: 25 (971, 577, 994, 592)
news-item-text: ہمارے نمائندے سے ملنے والی اطلاعات کے مطابق مقامی انتظامیہ نے شہر کے مختلف علاقوں میں کارروائی کرتے ہوئے متعدد افراد کو حراست میں لے لیا جبکہ پولیس نے مزید تحقیقات کا آغاز کر دیا ہے اور متاثرہ خاندانوں نے حکام سے انصاف کی اپیل کی ہے تاکہ ذمہ داران کو قانون کے مطابق سزا دی جا سکے اور شہریوں کے جان و مال کا تحفظ یقینی بنایا جائے عدالت نے کیس کی سماعت ملتوی کرتے ہوئے فریقین کو آئندہ پیشی پر طلب کر لیا ہے (1404, 599, 1592, 709)
news-item-tag: بچہ (1406, 299, 1435, 310)
news-item-tag: بچہ (606, 299, 635, 310)
news-item-header (401, 14, 593, 34)
news-item-header (1002, 995, 1194, 1015)
news-item-text: ہمارے نمائندے سے ملنے والی اطلاعات کے مطابق مقامی انتظامیہ نے شہر کے مختلف علاقوں میں کارروائی کرتے ہوئے متعدد افراد کو حراست میں لے لیا جبکہ پولیس نے مزید تحقیقات کا آغاز کر دیا ہے اور متاثرہ خاندانوں نے حکام سے انصاف کی اپیل کی ہے تاکہ ذمہ داران کو قانون کے مطابق سزا دی جا سکے اور شہریوں کے جان و مال کا تحفظ یقینی بنایا جائے عدالت نے کیس کی سماعت ملتوی کرتے ہوئے فریقین کو آئندہ پیشی پر طلب کر لیا ہے (604, 599, 797, 709)
news-item-label: تبصرہ (432, 1417, 569, 1435)
news-item-header (1206, 434, 1398, 455)
news-item-number: 7 (1373, 17, 1397, 31)
news-item-text: ہمارے نمائندے سے ملنے والی اطلاعات کے مطابق مقامی انتظامیہ نے شہر کے مختلف علاقوں میں کارروائی کرتے ہوئے متعدد افراد کو حراست میں لے لیا جبکہ پولیس نے مزید تحقیقات کا آغاز کر دیا ہے اور متاثرہ خاندانوں نے حکام سے انصاف کی اپیل کی ہے تاکہ ذمہ داران کو قانون کے مطابق سزا دی جا سکے اور شہریوں کے جان و مال کا تحفظ یقینی بنایا جائے عدالت نے کیس کی سماعت ملتوی کرتے ہوئے فریقین کو آئندہ پیشی پر طلب کر لیا ہے (401, 1159, 593, 1269)
news-item-text: ہمارے نمائندے سے ملنے والی اطلاعات کے مطابق مقامی انتظامیہ نے شہر کے مختلف علاقوں میں کارروائی کرتے ہوئے متعدد افراد کو حراست میں لے لیا جبکہ پولیس نے مزید تحقیقات کا آغاز کر دیا ہے اور متاثرہ خاندانوں نے حکام سے انصاف کی اپیل کی ہے تاکہ ذمہ داران کو قانون کے مطابق سزا دی جا سکے اور شہریوں کے جان و مال کا تحفظ یقینی بنایا جائے عدالت نے کیس کی سماعت ملتوی کرتے ہوئے فریقین کو آئندہ پیشی پر طلب کر لیا ہے (1206, 178, 1398, 288)
news-item (1002, 154, 1194, 290)
news-item-number: 8 (1373, 157, 1397, 172)
news-item-number: 44 (569, 858, 592, 872)
news-item-header (401, 855, 593, 875)
news-item-number: 58 (370, 998, 393, 1013)
news-item-label: تبصرہ (834, 716, 971, 734)
news-item-tag: بچہ (1003, 299, 1033, 310)
news-item (1404, 575, 1592, 710)
news-column (0, 14, 197, 2313)
news-item-tag: بچہ (203, 860, 233, 871)
news-item-number: 16 (1170, 437, 1193, 452)
news-item-number: 38 (569, 17, 592, 31)
news-item-label: تبصرہ (34, 436, 171, 453)
news-item-label: تبصرہ (34, 155, 171, 173)
news-item-header (1206, 294, 1398, 315)
news-item-tag: بچہ (4, 1000, 34, 1011)
news-item (1206, 14, 1398, 149)
news-item-header (604, 575, 797, 595)
news-item-tag: بچہ (402, 299, 432, 310)
news-item-header (202, 1275, 394, 1296)
news-item-number: 41 (569, 437, 592, 452)
news-item-label: تبصرہ (432, 296, 569, 313)
news-item-text: ہمارے نمائندے سے ملنے والی اطلاعات کے مطابق مقامی انتظامیہ نے شہر کے مختلف علاقوں میں کارروائی کرتے ہوئے متعدد افراد کو حراست میں لے لیا جبکہ پولیس نے مزید تحقیقات کا آغاز کر دیا ہے اور متاثرہ خاندانوں نے حکام سے انصاف کی اپیل کی ہے تاکہ ذمہ داران کو قانون کے مطابق سزا دی جا سکے اور شہریوں کے جان و مال کا تحفظ یقینی بنایا جائے عدالت نے کیس کی سماعت ملتوی کرتے ہوئے فریقین کو آئندہ پیشی پر طلب کر لیا ہے (202, 458, 394, 569)
news-item-number: 36 (772, 1138, 795, 1153)
news-item-label: تبصرہ (34, 996, 171, 1014)
news-item-header (3, 434, 195, 455)
news-item (202, 715, 394, 850)
